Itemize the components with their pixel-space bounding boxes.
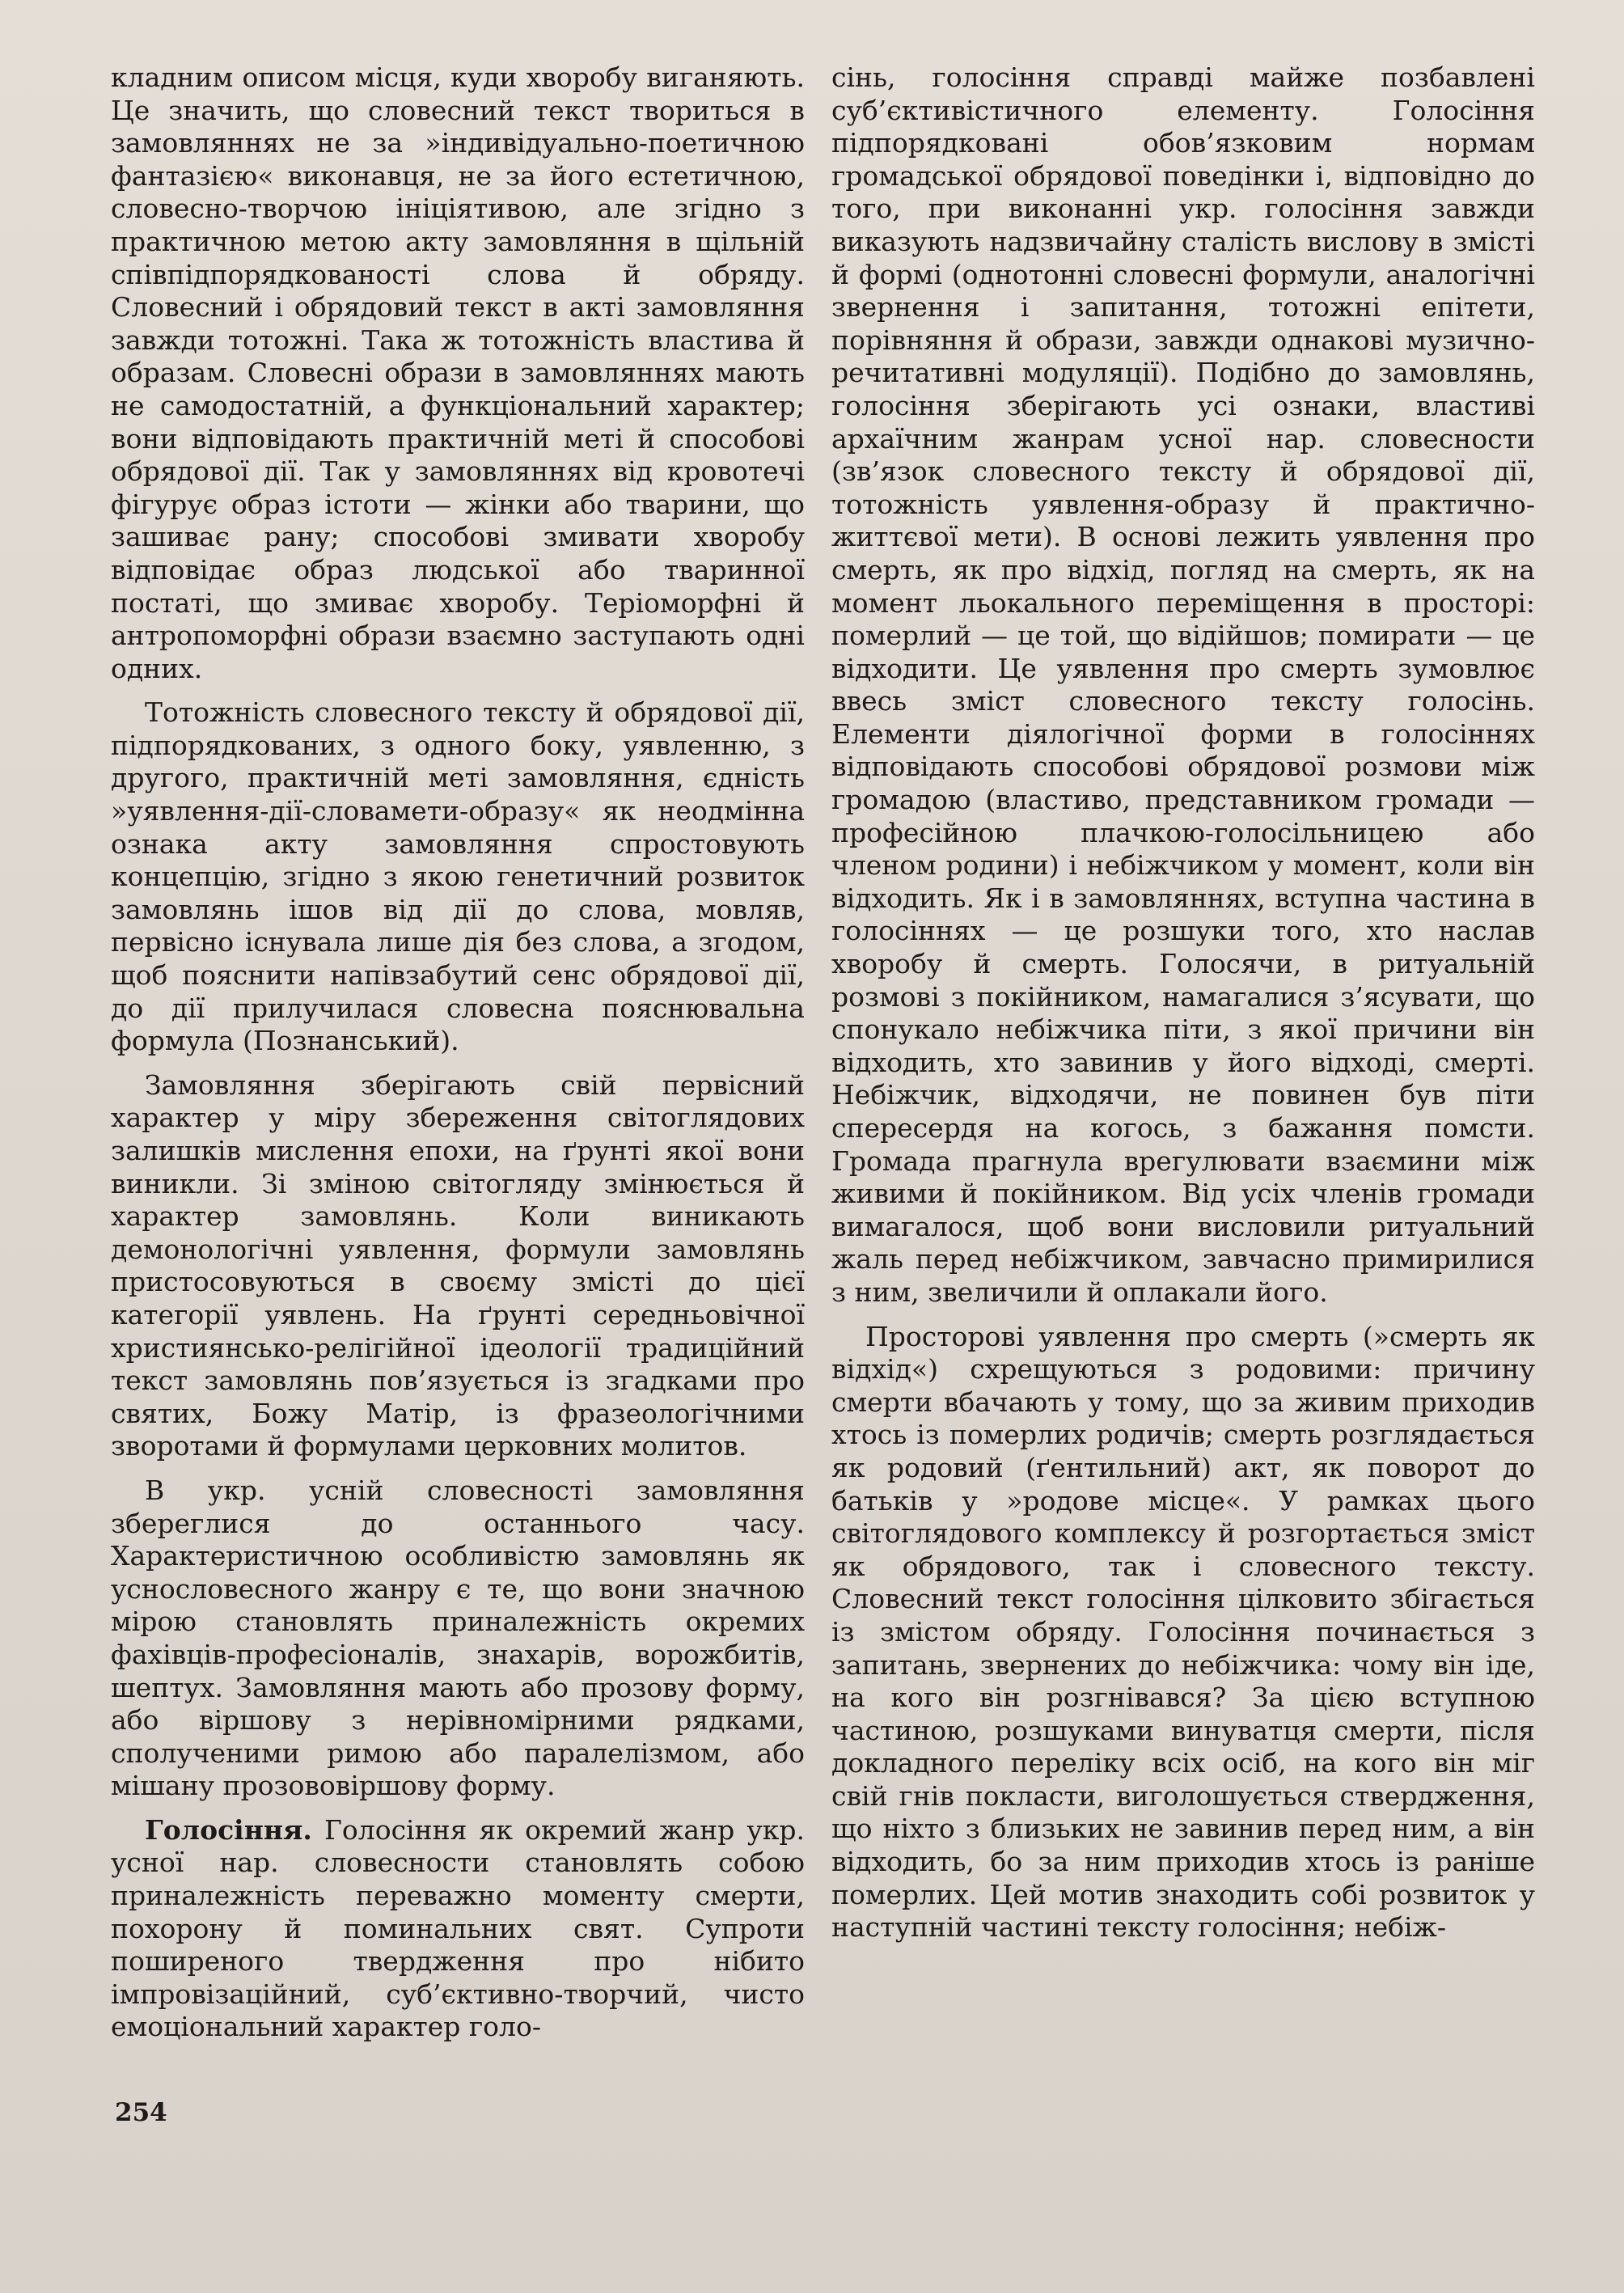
page-number: 254	[115, 2098, 167, 2127]
paragraph-4: В укр. усній словесності замовляння збереглися до останнього часу. Характеристичною особливістю замовлянь як уснословесного жанру є те, що вони значною мірою становлять приналежність окремих фахівців-професіоналів, знахарів, ворожбитів, шептух. Замовляння мають або прозову форму, або віршову з нерівномірними рядками, сполученими римою або паралелізмом, або мішану прозововіршову форму.	[111, 1474, 805, 1802]
right-column	[831, 61, 1535, 1944]
paragraph-3: Замовляння зберігають свій первісний характер у міру збереження світоглядових залишків мислення епохи, на ґрунті якої вони виникли. Зі зміною світогляду змінюється й характер замовлянь. Коли виникають демонологічні уявлення, формули замовлянь пристосовуються в своєму змісті до цієї категорії уявлень. На ґрунті середньовічної християнсько-релігійної ідеології традиційний текст замовлянь пов’язується із згадками про святих, Божу Матір, із фразеологічними зворотами й формулами церковних молитов.	[111, 1068, 805, 1462]
paragraph-1: кладним описом місця, куди хворобу виганяють. Це значить, що словесний текст твориться в замовляннях не за »індивідуально-поетичною фантазією« виконавця, не за його естетичною, словесно-творчою ініціятивою, але згідно з практичною метою акту замовляння в щільній співпідпорядкованості слова й обряду. Словесний і обрядовий текст в акті замовляння завжди тотожні. Така ж тотожність властива й образам. Словесні образи в замовляннях мають не самодостатній, а функціональний характер; вони відповідають практичній меті й способові обрядової дії. Так у замовляннях від кровотечі фігурує образ істоти — жінки або тварини, що зашиває рану; способові змивати хворобу відповідає образ людської або тваринної постаті, що змиває хворобу. Теріоморфні й антропоморфні образи взаємно заступають одні одних.	[111, 61, 805, 684]
paragraph-2: Тотожність словесного тексту й обрядової дії, підпорядкованих, з одного боку, уявленню, з другого, практичній меті замовляння, єдність »уявлення-дії-словамети-образу« як неодмінна ознака акту замовляння спростовують концепцію, згідно з якою генетичний розвиток замовлянь ішов від дії до слова, мовляв, первісно існувала лише дія без слова, а згодом, щоб пояснити напівзабутий сенс обрядової дії, до дії прилучилася словесна пояснювальна формула (Познанський).	[111, 696, 805, 1057]
paragraph-7: Просторові уявлення про смерть (»смерть як відхід«) схрещуються з родовими: причину смерти вбачають у тому, що за живим приходив хтось із померлих родичів; смерть розглядається як родовий (ґентильний) акт, як поворот до батьків у »родове місце«. У рамках цього світоглядового комплексу й розгортається зміст як обрядового, так і словесного тексту. Словесний текст голосіння цілковито збігається із змістом обряду. Голосіння починається з запитань, звернених до небіжчика: чому він іде, на кого він розгнівався? За цією вступною частиною, розшуками винуватця смерти, після докладного переліку всіх осіб, на кого він міг свій гнів покласти, виголошується ствердження, що ніхто з близьких не завинив перед ним, а він відходить, бо за ним приходив хтось із раніше померлих. Цей мотив знаходить собі розвиток у наступній частині тексту голосіння; небіж-	[831, 1320, 1535, 1944]
left-column	[111, 61, 805, 2044]
section-text-golosinnia: Голосіння як окремий жанр укр. усної нар. словесности становлять собою приналежність переважно моменту смерти, похорону й поминальних свят. Супроти поширеного твердження про нібито імпровізаційний, суб’єктивно-творчий, чисто емоціональний характер голо-	[111, 1813, 805, 2043]
paragraph-6: сінь, голосіння справді майже позбавлені суб’єктивістичного елементу. Голосіння підпорядковані обов’язковим нормам громадської обрядової поведінки і, відповідно до того, при виконанні укр. голосіння завжди виказують надзвичайну сталість вислову в змісті й формі (однотонні словесні формули, аналогічні звернення і запитання, тотожні епітети, порівняння й образи, завжди однакові музично-речитативні модуляції). Подібно до замовлянь, голосіння зберігають усі ознаки, властиві архаїчним жанрам усної нар. словесности (зв’язок словесного тексту й обрядової дії, тотожність уявлення-образу й практично-життєвої мети). В основі лежить уявлення про смерть, як про відхід, погляд на смерть, як на момент льокального переміщення в просторі: померлий — це той, що відійшов; помирати — це відходити. Це уявлення про смерть зумовлює ввесь зміст словесного тексту голосінь. Елементи діялогічної форми в голосіннях відповідають способові обрядової розмови між громадою (властиво, представником громади — професійною плачкою-голосільницею або членом родини) і небіжчиком у момент, коли він відходить. Як і в замовляннях, вступна частина в голосіннях — це розшуки того, хто наслав хворобу й смерть. Голосячи, в ритуальній розмові з покійником, намагалися з’ясувати, що спонукало небіжчика піти, з якої причини він відходить, хто завинив у його відході, смерті. Небіжчик, відходячи, не повинен був піти спересердя на когось, з бажання помсти. Громада прагнула врегулювати взаємини між живими й покійником. Від усіх членів громади вимагалося, щоб вони висловили ритуальний жаль перед небіжчиком, завчасно примирилися з ним, звеличили й оплакали його.	[831, 61, 1535, 1308]
paragraph-5	[111, 1814, 805, 2044]
section-heading-golosinnia: Голосіння.	[145, 1813, 312, 1846]
